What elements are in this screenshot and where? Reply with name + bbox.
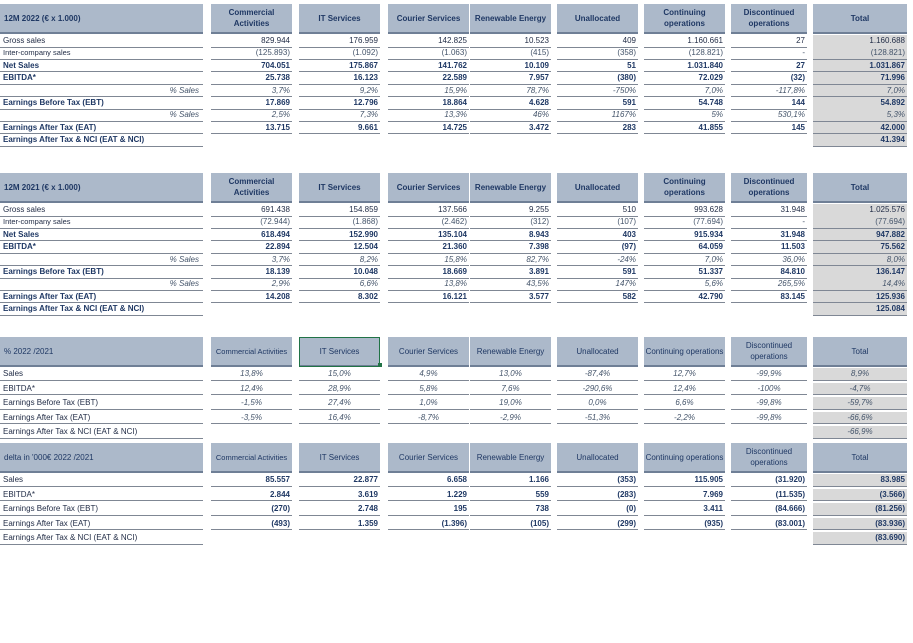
row-label[interactable]: Earnings Before Tax (EBT): [0, 503, 203, 516]
cell-continuing-operations[interactable]: 12,7%: [644, 368, 725, 381]
cell-unallocated[interactable]: -87,4%: [557, 368, 638, 381]
cell-commercial-activities[interactable]: 85.557: [211, 474, 292, 487]
row-label[interactable]: Sales: [0, 474, 203, 487]
cell-renewable-energy[interactable]: 4.628: [470, 97, 551, 110]
cell-discontinued-operations[interactable]: -: [731, 216, 807, 229]
cell-total[interactable]: (83.690): [813, 532, 907, 545]
table-title[interactable]: delta in '000€ 2022 /2021: [0, 443, 203, 473]
cell-it-services[interactable]: 176.959: [299, 35, 380, 48]
cell-it-services[interactable]: 6,6%: [299, 278, 380, 291]
cell-renewable-energy[interactable]: 3.891: [470, 266, 551, 279]
cell-continuing-operations[interactable]: 72.029: [644, 72, 725, 85]
column-header-commercial-activities[interactable]: Commercial Activities: [211, 337, 292, 367]
cell-renewable-energy[interactable]: 78,7%: [470, 85, 551, 98]
cell-courier-services[interactable]: 22.589: [388, 72, 469, 85]
cell-commercial-activities[interactable]: 12,4%: [211, 383, 292, 396]
column-header-renewable-energy[interactable]: Renewable Energy: [470, 173, 551, 203]
cell-total[interactable]: 14,4%: [813, 278, 907, 291]
cell-renewable-energy[interactable]: 82,7%: [470, 254, 551, 267]
cell-continuing-operations[interactable]: 42.790: [644, 291, 725, 304]
row-label[interactable]: Earnings After Tax & NCI (EAT & NCI): [0, 303, 203, 316]
cell-renewable-energy[interactable]: 7.957: [470, 72, 551, 85]
cell-total[interactable]: 42.000: [813, 122, 907, 135]
cell-continuing-operations[interactable]: 1.160.661: [644, 35, 725, 48]
cell-courier-services[interactable]: 18.864: [388, 97, 469, 110]
row-label[interactable]: % Sales: [0, 278, 203, 291]
cell-continuing-operations[interactable]: 915.934: [644, 229, 725, 242]
cell-it-services[interactable]: 16,4%: [299, 412, 380, 425]
cell-it-services[interactable]: 28,9%: [299, 383, 380, 396]
cell-renewable-energy[interactable]: 46%: [470, 109, 551, 122]
cell-discontinued-operations[interactable]: -99,8%: [731, 412, 807, 425]
column-header-total[interactable]: Total: [813, 443, 907, 473]
column-header-commercial-activities[interactable]: Commercial Activities: [211, 173, 292, 203]
cell-courier-services[interactable]: 195: [388, 503, 469, 516]
cell-it-services[interactable]: 9.661: [299, 122, 380, 135]
column-header-it-services[interactable]: IT Services: [299, 337, 380, 367]
cell-discontinued-operations[interactable]: -117,8%: [731, 85, 807, 98]
cell-commercial-activities[interactable]: 2.844: [211, 489, 292, 502]
cell-unallocated[interactable]: (358): [557, 47, 638, 60]
column-header-total[interactable]: Total: [813, 173, 907, 203]
cell-unallocated[interactable]: (283): [557, 489, 638, 502]
cell-total[interactable]: -4,7%: [813, 383, 907, 396]
row-label[interactable]: Earnings After Tax (EAT): [0, 122, 203, 135]
row-label[interactable]: EBITDA*: [0, 241, 203, 254]
cell-discontinued-operations[interactable]: (32): [731, 72, 807, 85]
column-header-courier-services[interactable]: Courier Services: [388, 337, 469, 367]
cell-total[interactable]: 8,9%: [813, 368, 907, 381]
table-title[interactable]: 12M 2021 (€ x 1.000): [0, 173, 203, 203]
cell-commercial-activities[interactable]: (72.944): [211, 216, 292, 229]
row-label[interactable]: % Sales: [0, 85, 203, 98]
row-label[interactable]: Inter-company sales: [0, 47, 203, 60]
column-header-it-services[interactable]: IT Services: [299, 4, 380, 34]
cell-total[interactable]: 1.160.688: [813, 35, 907, 48]
cell-courier-services[interactable]: 16.121: [388, 291, 469, 304]
cell-renewable-energy[interactable]: 3.472: [470, 122, 551, 135]
cell-total[interactable]: 5,3%: [813, 109, 907, 122]
column-header-courier-services[interactable]: Courier Services: [388, 4, 469, 34]
cell-discontinued-operations[interactable]: 36,0%: [731, 254, 807, 267]
cell-it-services[interactable]: 152.990: [299, 229, 380, 242]
row-label[interactable]: Gross sales: [0, 204, 203, 217]
cell-courier-services[interactable]: 5,8%: [388, 383, 469, 396]
cell-courier-services[interactable]: 141.762: [388, 60, 469, 73]
cell-continuing-operations[interactable]: (128.821): [644, 47, 725, 60]
cell-renewable-energy[interactable]: 19,0%: [470, 397, 551, 410]
cell-total[interactable]: 1.031.867: [813, 60, 907, 73]
cell-it-services[interactable]: 12.796: [299, 97, 380, 110]
cell-discontinued-operations[interactable]: 145: [731, 122, 807, 135]
cell-continuing-operations[interactable]: 5,6%: [644, 278, 725, 291]
cell-commercial-activities[interactable]: 829.944: [211, 35, 292, 48]
cell-unallocated[interactable]: (380): [557, 72, 638, 85]
cell-total[interactable]: 71.996: [813, 72, 907, 85]
column-header-commercial-activities[interactable]: Commercial Activities: [211, 443, 292, 473]
cell-total[interactable]: 54.892: [813, 97, 907, 110]
cell-it-services[interactable]: 3.619: [299, 489, 380, 502]
cell-courier-services[interactable]: (1.063): [388, 47, 469, 60]
cell-commercial-activities[interactable]: 3,7%: [211, 85, 292, 98]
column-header-unallocated[interactable]: Unallocated: [557, 173, 638, 203]
cell-it-services[interactable]: 154.859: [299, 204, 380, 217]
cell-renewable-energy[interactable]: 13,0%: [470, 368, 551, 381]
cell-continuing-operations[interactable]: 6,6%: [644, 397, 725, 410]
cell-total[interactable]: 41.394: [813, 134, 907, 147]
cell-commercial-activities[interactable]: 2,9%: [211, 278, 292, 291]
cell-total[interactable]: (77.694): [813, 216, 907, 229]
cell-total[interactable]: 75.562: [813, 241, 907, 254]
cell-renewable-energy[interactable]: 10.523: [470, 35, 551, 48]
column-header-unallocated[interactable]: Unallocated: [557, 337, 638, 367]
cell-renewable-energy[interactable]: 43,5%: [470, 278, 551, 291]
row-label[interactable]: Earnings After Tax & NCI (EAT & NCI): [0, 532, 203, 545]
cell-continuing-operations[interactable]: 1.031.840: [644, 60, 725, 73]
cell-commercial-activities[interactable]: 3,7%: [211, 254, 292, 267]
cell-discontinued-operations[interactable]: (84.666): [731, 503, 807, 516]
cell-courier-services[interactable]: 18.669: [388, 266, 469, 279]
column-header-discontinued-operations[interactable]: Discontinued operations: [731, 4, 807, 34]
cell-discontinued-operations[interactable]: -100%: [731, 383, 807, 396]
cell-unallocated[interactable]: 591: [557, 266, 638, 279]
cell-renewable-energy[interactable]: -2,9%: [470, 412, 551, 425]
cell-courier-services[interactable]: 15,9%: [388, 85, 469, 98]
cell-it-services[interactable]: 10.048: [299, 266, 380, 279]
row-label[interactable]: Gross sales: [0, 35, 203, 48]
cell-continuing-operations[interactable]: (935): [644, 518, 725, 531]
cell-continuing-operations[interactable]: 12,4%: [644, 383, 725, 396]
column-header-continuing-operations[interactable]: Continuing operations: [644, 173, 725, 203]
cell-unallocated[interactable]: (299): [557, 518, 638, 531]
column-header-courier-services[interactable]: Courier Services: [388, 173, 469, 203]
column-header-courier-services[interactable]: Courier Services: [388, 443, 469, 473]
cell-continuing-operations[interactable]: 41.855: [644, 122, 725, 135]
cell-courier-services[interactable]: 135.104: [388, 229, 469, 242]
cell-it-services[interactable]: 15,0%: [299, 368, 380, 381]
column-header-total[interactable]: Total: [813, 4, 907, 34]
cell-discontinued-operations[interactable]: -99,9%: [731, 368, 807, 381]
cell-total[interactable]: -59,7%: [813, 397, 907, 410]
cell-unallocated[interactable]: 510: [557, 204, 638, 217]
cell-commercial-activities[interactable]: -1,5%: [211, 397, 292, 410]
cell-continuing-operations[interactable]: (77.694): [644, 216, 725, 229]
column-header-unallocated[interactable]: Unallocated: [557, 443, 638, 473]
cell-renewable-energy[interactable]: (312): [470, 216, 551, 229]
cell-commercial-activities[interactable]: (493): [211, 518, 292, 531]
cell-continuing-operations[interactable]: 115.905: [644, 474, 725, 487]
cell-renewable-energy[interactable]: 3.577: [470, 291, 551, 304]
cell-it-services[interactable]: 1.359: [299, 518, 380, 531]
cell-total[interactable]: -66,6%: [813, 412, 907, 425]
row-label[interactable]: Earnings After Tax & NCI (EAT & NCI): [0, 134, 203, 147]
cell-total[interactable]: -66,9%: [813, 426, 907, 439]
cell-unallocated[interactable]: 283: [557, 122, 638, 135]
cell-continuing-operations[interactable]: 993.628: [644, 204, 725, 217]
cell-continuing-operations[interactable]: 7,0%: [644, 254, 725, 267]
cell-continuing-operations[interactable]: 54.748: [644, 97, 725, 110]
cell-discontinued-operations[interactable]: 84.810: [731, 266, 807, 279]
cell-commercial-activities[interactable]: 18.139: [211, 266, 292, 279]
column-header-renewable-energy[interactable]: Renewable Energy: [470, 337, 551, 367]
cell-courier-services[interactable]: 1,0%: [388, 397, 469, 410]
cell-courier-services[interactable]: -8,7%: [388, 412, 469, 425]
cell-renewable-energy[interactable]: 738: [470, 503, 551, 516]
column-header-unallocated[interactable]: Unallocated: [557, 4, 638, 34]
cell-courier-services[interactable]: 6.658: [388, 474, 469, 487]
cell-unallocated[interactable]: 403: [557, 229, 638, 242]
cell-unallocated[interactable]: -51,3%: [557, 412, 638, 425]
cell-commercial-activities[interactable]: 2,5%: [211, 109, 292, 122]
cell-it-services[interactable]: 8.302: [299, 291, 380, 304]
row-label[interactable]: EBITDA*: [0, 72, 203, 85]
cell-commercial-activities[interactable]: 14.208: [211, 291, 292, 304]
cell-commercial-activities[interactable]: 13,8%: [211, 368, 292, 381]
cell-renewable-energy[interactable]: 9.255: [470, 204, 551, 217]
cell-discontinued-operations[interactable]: 27: [731, 35, 807, 48]
cell-discontinued-operations[interactable]: 27: [731, 60, 807, 73]
cell-unallocated[interactable]: -24%: [557, 254, 638, 267]
cell-total[interactable]: (3.566): [813, 489, 907, 502]
cell-discontinued-operations[interactable]: 31.948: [731, 204, 807, 217]
cell-renewable-energy[interactable]: 1.166: [470, 474, 551, 487]
cell-courier-services[interactable]: 13,3%: [388, 109, 469, 122]
cell-commercial-activities[interactable]: (125.893): [211, 47, 292, 60]
row-label[interactable]: Net Sales: [0, 60, 203, 73]
column-header-it-services[interactable]: IT Services: [299, 443, 380, 473]
table-tdelta: [0, 443, 913, 643]
cell-commercial-activities[interactable]: 691.438: [211, 204, 292, 217]
cell-continuing-operations[interactable]: 51.337: [644, 266, 725, 279]
cell-continuing-operations[interactable]: 7.969: [644, 489, 725, 502]
cell-total[interactable]: 125.936: [813, 291, 907, 304]
cell-courier-services[interactable]: 142.825: [388, 35, 469, 48]
cell-courier-services[interactable]: 1.229: [388, 489, 469, 502]
cell-it-services[interactable]: (1.092): [299, 47, 380, 60]
cell-discontinued-operations[interactable]: 83.145: [731, 291, 807, 304]
column-header-discontinued-operations[interactable]: Discontinued operations: [731, 337, 807, 367]
cell-courier-services[interactable]: 15,8%: [388, 254, 469, 267]
cell-it-services[interactable]: 2.748: [299, 503, 380, 516]
cell-commercial-activities[interactable]: 704.051: [211, 60, 292, 73]
cell-renewable-energy[interactable]: 7,6%: [470, 383, 551, 396]
cell-courier-services[interactable]: 4,9%: [388, 368, 469, 381]
row-label[interactable]: Earnings After Tax (EAT): [0, 518, 203, 531]
cell-it-services[interactable]: 16.123: [299, 72, 380, 85]
cell-commercial-activities[interactable]: 13.715: [211, 122, 292, 135]
column-header-commercial-activities[interactable]: Commercial Activities: [211, 4, 292, 34]
cell-unallocated[interactable]: 1167%: [557, 109, 638, 122]
cell-unallocated[interactable]: 51: [557, 60, 638, 73]
table-title[interactable]: % 2022 /2021: [0, 337, 203, 367]
table-title[interactable]: 12M 2022 (€ x 1.000): [0, 4, 203, 34]
column-header-continuing-operations[interactable]: Continuing operations: [644, 443, 725, 473]
cell-unallocated[interactable]: 409: [557, 35, 638, 48]
cell-commercial-activities[interactable]: (270): [211, 503, 292, 516]
cell-unallocated[interactable]: 582: [557, 291, 638, 304]
cell-unallocated[interactable]: (107): [557, 216, 638, 229]
cell-total[interactable]: 1.025.576: [813, 204, 907, 217]
cell-continuing-operations[interactable]: 5%: [644, 109, 725, 122]
cell-continuing-operations[interactable]: 7,0%: [644, 85, 725, 98]
cell-it-services[interactable]: 22.877: [299, 474, 380, 487]
cell-commercial-activities[interactable]: 17.869: [211, 97, 292, 110]
cell-unallocated[interactable]: -290,6%: [557, 383, 638, 396]
cell-discontinued-operations[interactable]: -99,8%: [731, 397, 807, 410]
cell-total[interactable]: (128.821): [813, 47, 907, 60]
cell-it-services[interactable]: 9,2%: [299, 85, 380, 98]
cell-renewable-energy[interactable]: (415): [470, 47, 551, 60]
cell-continuing-operations[interactable]: -2,2%: [644, 412, 725, 425]
cell-courier-services[interactable]: 14.725: [388, 122, 469, 135]
cell-discontinued-operations[interactable]: 31.948: [731, 229, 807, 242]
cell-it-services[interactable]: 175.867: [299, 60, 380, 73]
cell-total[interactable]: 947.882: [813, 229, 907, 242]
cell-renewable-energy[interactable]: (105): [470, 518, 551, 531]
cell-it-services[interactable]: (1.868): [299, 216, 380, 229]
cell-it-services[interactable]: 7,3%: [299, 109, 380, 122]
row-label[interactable]: Earnings Before Tax (EBT): [0, 397, 203, 410]
row-label[interactable]: Net Sales: [0, 229, 203, 242]
cell-discontinued-operations[interactable]: 11.503: [731, 241, 807, 254]
row-label[interactable]: Earnings Before Tax (EBT): [0, 266, 203, 279]
row-label[interactable]: EBITDA*: [0, 383, 203, 396]
cell-courier-services[interactable]: 137.566: [388, 204, 469, 217]
cell-total[interactable]: (81.256): [813, 503, 907, 516]
cell-discontinued-operations[interactable]: 144: [731, 97, 807, 110]
cell-unallocated[interactable]: 0,0%: [557, 397, 638, 410]
cell-total[interactable]: 125.084: [813, 303, 907, 316]
cell-unallocated[interactable]: 147%: [557, 278, 638, 291]
row-label[interactable]: % Sales: [0, 109, 203, 122]
cell-continuing-operations[interactable]: 64.059: [644, 241, 725, 254]
cell-renewable-energy[interactable]: 559: [470, 489, 551, 502]
cell-it-services[interactable]: 27,4%: [299, 397, 380, 410]
cell-total[interactable]: (83.936): [813, 518, 907, 531]
cell-unallocated[interactable]: (97): [557, 241, 638, 254]
cell-discontinued-operations[interactable]: -: [731, 47, 807, 60]
column-header-renewable-energy[interactable]: Renewable Energy: [470, 4, 551, 34]
column-header-continuing-operations[interactable]: Continuing operations: [644, 337, 725, 367]
cell-courier-services[interactable]: (2.462): [388, 216, 469, 229]
cell-total[interactable]: 7,0%: [813, 85, 907, 98]
cell-unallocated[interactable]: (353): [557, 474, 638, 487]
row-label[interactable]: Sales: [0, 368, 203, 381]
cell-courier-services[interactable]: 13,8%: [388, 278, 469, 291]
cell-discontinued-operations[interactable]: 265,5%: [731, 278, 807, 291]
row-label[interactable]: Earnings After Tax & NCI (EAT & NCI): [0, 426, 203, 439]
cell-unallocated[interactable]: 591: [557, 97, 638, 110]
column-header-renewable-energy[interactable]: Renewable Energy: [470, 443, 551, 473]
cell-commercial-activities[interactable]: 22.894: [211, 241, 292, 254]
cell-total[interactable]: 8,0%: [813, 254, 907, 267]
row-label[interactable]: Inter-company sales: [0, 216, 203, 229]
cell-it-services[interactable]: 12.504: [299, 241, 380, 254]
cell-total[interactable]: 83.985: [813, 474, 907, 487]
cell-it-services[interactable]: 8,2%: [299, 254, 380, 267]
column-header-discontinued-operations[interactable]: Discontinued operations: [731, 173, 807, 203]
cell-renewable-energy[interactable]: 7.398: [470, 241, 551, 254]
cell-total[interactable]: 136.147: [813, 266, 907, 279]
row-label[interactable]: Earnings After Tax (EAT): [0, 412, 203, 425]
cell-commercial-activities[interactable]: -3,5%: [211, 412, 292, 425]
cell-commercial-activities[interactable]: 25.738: [211, 72, 292, 85]
cell-unallocated[interactable]: (0): [557, 503, 638, 516]
cell-discontinued-operations[interactable]: 530,1%: [731, 109, 807, 122]
cell-courier-services[interactable]: 21.360: [388, 241, 469, 254]
cell-courier-services[interactable]: (1.396): [388, 518, 469, 531]
column-header-it-services[interactable]: IT Services: [299, 173, 380, 203]
row-label[interactable]: EBITDA*: [0, 489, 203, 502]
cell-unallocated[interactable]: -750%: [557, 85, 638, 98]
cell-discontinued-operations[interactable]: (31.920): [731, 474, 807, 487]
row-label[interactable]: Earnings After Tax (EAT): [0, 291, 203, 304]
cell-renewable-energy[interactable]: 10.109: [470, 60, 551, 73]
cell-commercial-activities[interactable]: 618.494: [211, 229, 292, 242]
cell-discontinued-operations[interactable]: (83.001): [731, 518, 807, 531]
column-header-total[interactable]: Total: [813, 337, 907, 367]
cell-continuing-operations[interactable]: 3.411: [644, 503, 725, 516]
column-header-discontinued-operations[interactable]: Discontinued operations: [731, 443, 807, 473]
cell-discontinued-operations[interactable]: (11.535): [731, 489, 807, 502]
row-label[interactable]: % Sales: [0, 254, 203, 267]
cell-renewable-energy[interactable]: 8.943: [470, 229, 551, 242]
column-header-continuing-operations[interactable]: Continuing operations: [644, 4, 725, 34]
row-label[interactable]: Earnings Before Tax (EBT): [0, 97, 203, 110]
